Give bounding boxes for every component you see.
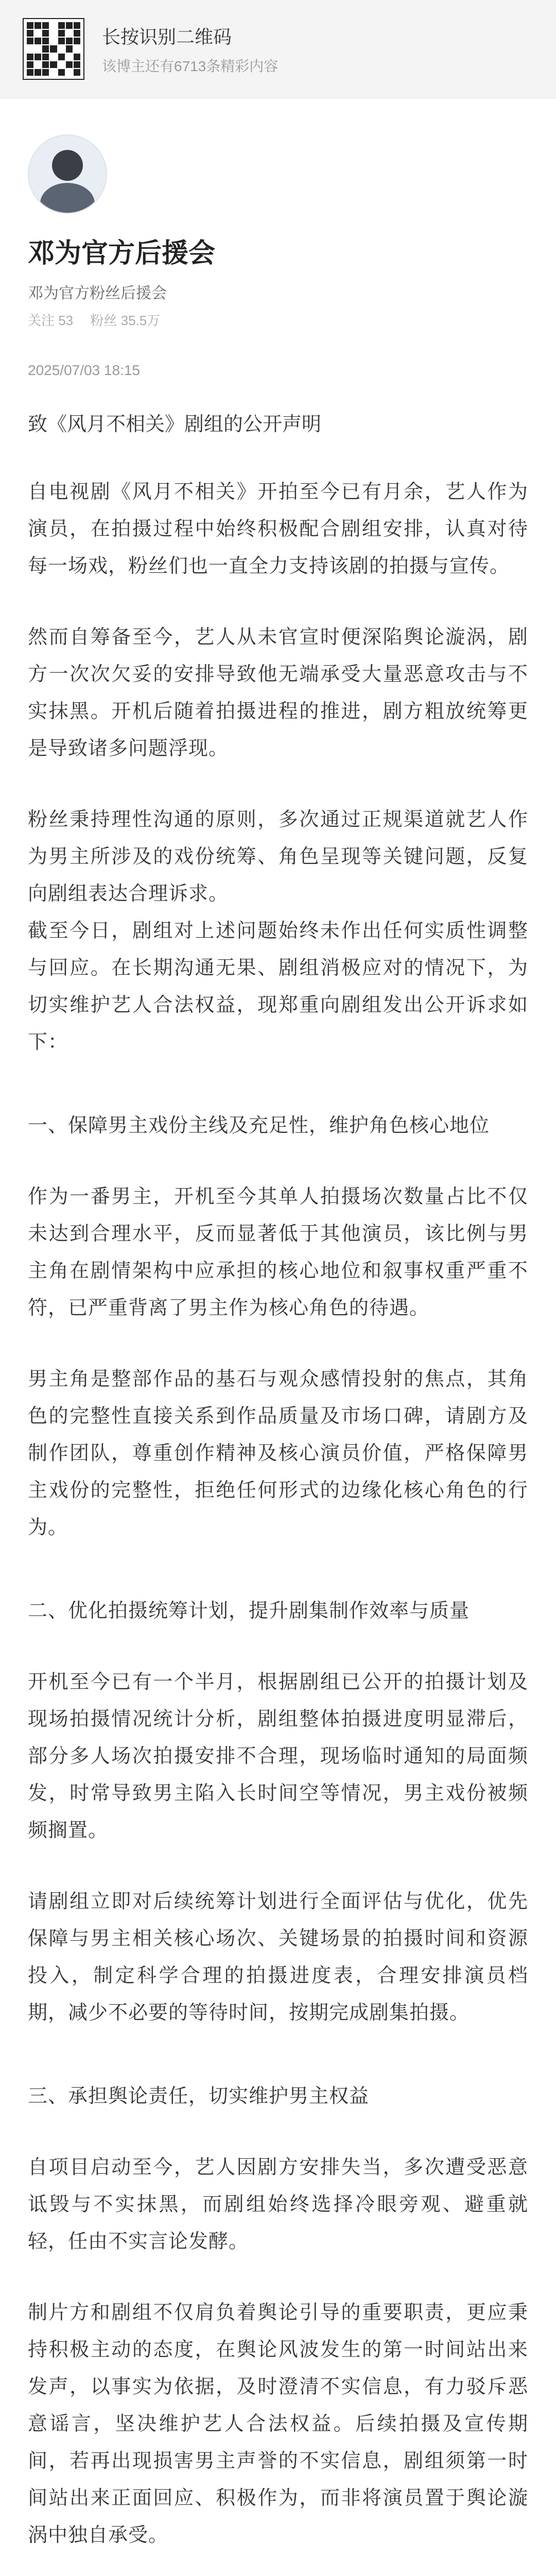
- section-heading-1: 一、保障男主戏份主线及充足性，维护角色核心地位: [28, 1115, 490, 1137]
- profile-section: [0, 98, 556, 379]
- qr-code-icon[interactable]: [23, 18, 84, 80]
- article-title: 致《风月不相关》剧组的公开声明: [28, 414, 322, 435]
- post-date: 2025/07/03 18:15: [28, 362, 140, 378]
- paragraph-4: 截至今日，剧组对上述问题始终未作出任何实质性调整与回应。在长期沟通无果、剧组消极应对的情况下，为切实维护艺人合法权益，现郑重向剧组发出公开诉求如下：: [28, 920, 528, 1053]
- follow-count: 关注 53: [28, 313, 74, 328]
- paragraph-8: 请剧组立即对后续统筹计划进行全面评估与优化，优先保障与男主相关核心场次、关键场景的拍摄时间和资源投入，制定科学合理的拍摄进度表，合理安排演员档期，减少不必要的等待时间，按期完成剧集拍摄。: [28, 1891, 528, 2024]
- avatar[interactable]: [28, 134, 107, 214]
- banner-subtitle: 该博主还有6713条精彩内容: [102, 58, 279, 74]
- paragraph-6: 男主角是整部作品的基石与观众感情投射的焦点，其角色的完整性直接关系到作品质量及市场口碑，请剧方及制作团队，尊重创作精神及核心演员价值，严格保障男主戏份的完整性，拒绝任何形式的边缘化核心角色的行为。: [28, 1368, 528, 1538]
- paragraph-2: 然而自筹备至今，艺人从未官宣时便深陷舆论漩涡，剧方一次次欠妥的安排导致他无端承受大量恶意攻击与不实抹黑。开机后随着拍摄进程的推进，剧方粗放统筹更是导致诸多问题浮现。: [28, 626, 528, 759]
- paragraph-1: 自电视剧《风月不相关》开拍至今已有月余，艺人作为演员，在拍摄过程中始终积极配合剧组安排，认真对待每一场戏，粉丝们也一直全力支持该剧的拍摄与宣传。: [28, 481, 528, 577]
- paragraph-7: 开机至今已有一个半月，根据剧组已公开的拍摄计划及现场拍摄情况统计分析，剧组整体拍摄进度明显滞后，部分多人场次拍摄安排不合理，现场临时通知的局面频发，时常导致男主陷入长时间空等情况，男主戏份被频频搁置。: [28, 1671, 528, 1841]
- qr-banner: [0, 0, 556, 98]
- section-heading-2: 二、优化拍摄统筹计划，提升剧集制作效率与质量: [28, 1600, 470, 1622]
- profile-name[interactable]: 邓为官方后援会: [28, 239, 216, 268]
- paragraph-10: 制片方和剧组不仅肩负着舆论引导的重要职责，更应秉持积极主动的态度，在舆论风波发生的第一时间站出来发声，以事实为依据，及时澄清不实信息，有力驳斥恶意谣言，坚决维护艺人合法权益。后续拍摄及宣传期间，若再出现损害男主声誉的不实信息，剧组须第一时间站出来正面回应、积极作为，而非将演员置于舆论漩涡中独自承受。: [28, 2302, 528, 2546]
- paragraph-3: 粉丝秉持理性沟通的原则，多次通过正规渠道就艺人作为男主所涉及的戏份统筹、角色呈现等关键问题，反复向剧组表达合理诉求。: [28, 809, 528, 905]
- article-body: [0, 410, 556, 2576]
- section-heading-3: 三、承担舆论责任，切实维护男主权益: [28, 2086, 370, 2107]
- profile-description: 邓为官方粉丝后援会: [28, 285, 167, 302]
- paragraph-9: 自项目启动至今，艺人因剧方安排失当，多次遭受恶意诋毁与不实抹黑，而剧组始终选择冷眼旁观、避重就轻，任由不实言论发酵。: [28, 2157, 528, 2252]
- banner-title: 长按识别二维码: [102, 26, 232, 47]
- profile-stats: [28, 310, 528, 329]
- paragraph-5: 作为一番男主，开机至今其单人拍摄场次数量占比不仅未达到合理水平，反而显著低于其他演员，该比例与男主角在剧情架构中应承担的核心地位和叙事权重严重不符，已严重背离了男主作为核心角色的待遇。: [28, 1186, 528, 1319]
- fans-count: 粉丝 35.5万: [90, 313, 161, 328]
